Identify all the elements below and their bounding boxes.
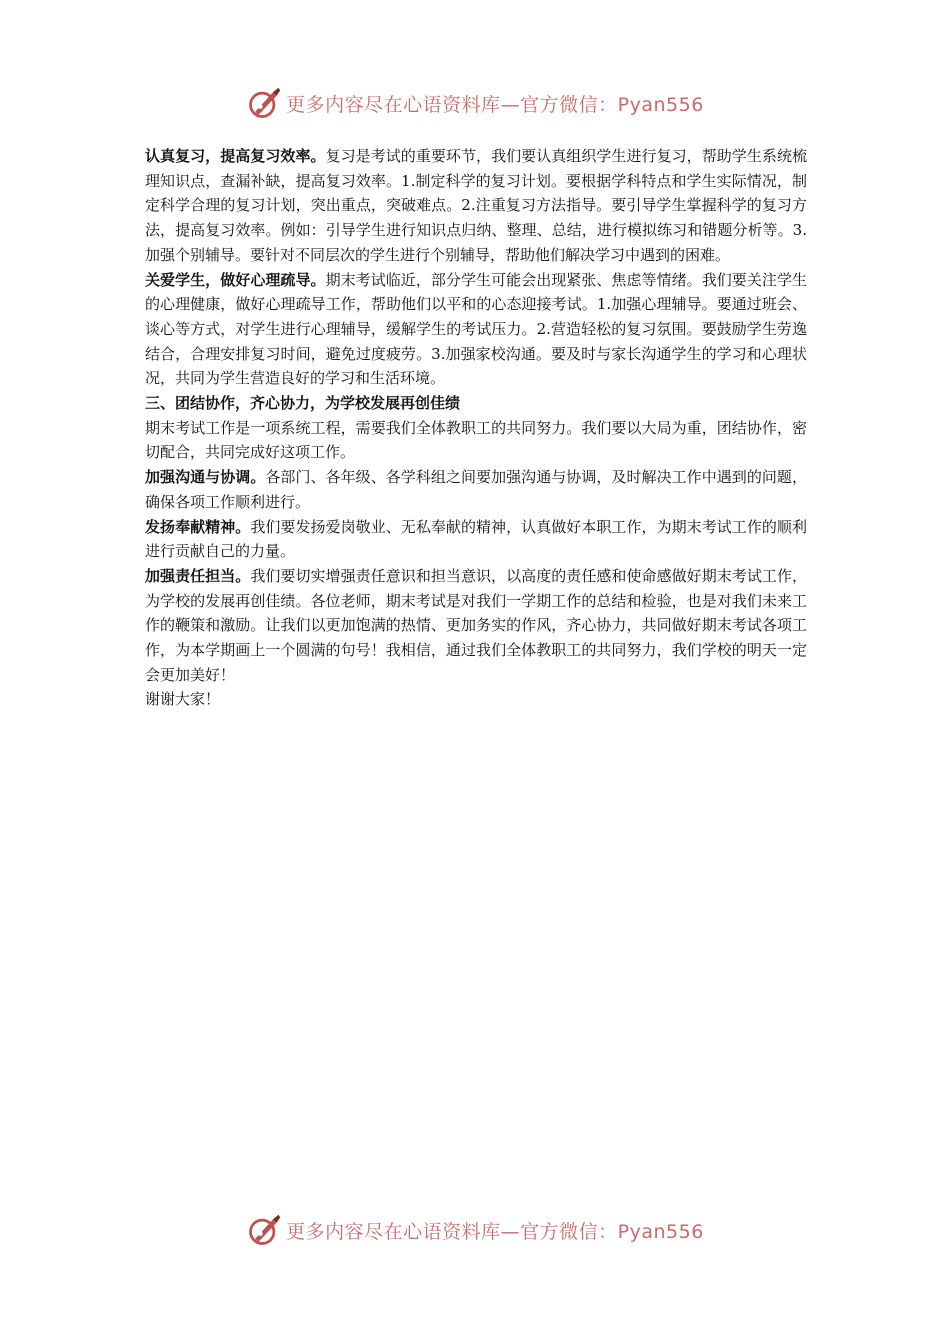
paragraph-text: 我们要切实增强责任意识和担当意识，以高度的责任感和使命感做好期末考试工作，为学校的发展再创佳绩。各位老师，期末考试是对我们一学期工作的总结和检验，也是对我们未来工作的鞭策和激励。让我们以更加饱满的热情、更加务实的作风，齐心协力，共同做好期末考试各项工作，为本学期画上一个圆满的句号！我相信，通过我们全体教职工的共同努力，我们学校的明天一定会更加美好！ <box>145 566 807 684</box>
document-body <box>145 144 807 712</box>
paragraph-teamwork-intro <box>145 416 807 465</box>
watermark-text: 更多内容尽在心语资料库—官方微信：Pyan556 <box>286 1220 704 1243</box>
watermark-text: 更多内容尽在心语资料库—官方微信：Pyan556 <box>286 93 704 116</box>
paragraph-text: 各部门、各年级、各学科组之间要加强沟通与协调，及时解决工作中遇到的问题，确保各项工作顺利进行。 <box>145 468 807 511</box>
paragraph-lead: 加强沟通与协调。 <box>145 468 266 487</box>
header-watermark <box>0 83 950 123</box>
paragraph-lead: 认真复习，提高复习效率。 <box>145 147 326 165</box>
paragraph-lead: 发扬奉献精神。 <box>145 517 251 536</box>
paragraph-care-students <box>145 268 807 392</box>
section-heading: 三、团结协作，齐心协力，为学校发展再创佳绩 <box>145 394 461 413</box>
paragraph-dedication <box>145 515 807 564</box>
paragraph-text: 谢谢大家！ <box>145 690 221 709</box>
paragraph-closing <box>145 687 807 712</box>
paragraph-lead: 关爱学生，做好心理疏导。 <box>145 270 326 289</box>
paragraph-lead: 加强责任担当。 <box>145 566 251 585</box>
paragraph-text: 我们要发扬爱岗敬业、无私奉献的精神，认真做好本职工作，为期末考试工作的顺利进行贡献自己的力量。 <box>145 517 807 561</box>
paragraph-text: 期末考试工作是一项系统工程，需要我们全体教职工的共同努力。我们要以大局为重，团结协作，密切配合，共同完成好这项工作。 <box>145 418 807 462</box>
paragraph-review-efficiency <box>145 144 807 268</box>
paragraph-responsibility <box>145 564 807 688</box>
paragraph-text: 期末考试临近，部分学生可能会出现紧张、焦虑等情绪。我们要关注学生的心理健康，做好心理疏导工作，帮助他们以平和的心态迎接考试。1.加强心理辅导。要通过班会、谈心等方式，对学生进行心理辅导，缓解学生的考试压力。2.营造轻松的复习氛围。要鼓励学生劳逸结合，合理安排复习时间，避免过度疲劳。3.加强家校沟通。要及时与家长沟通学生的学习和心理状况，共同为学生营造良好的学习和生活环境。 <box>145 270 807 388</box>
pen-logo-icon <box>246 85 282 121</box>
pen-logo-icon <box>246 1212 282 1248</box>
paragraph-communication <box>145 465 807 514</box>
footer-watermark <box>0 1210 950 1250</box>
paragraph-text: 复习是考试的重要环节，我们要认真组织学生进行复习，帮助学生系统梳理知识点，查漏补缺，提高复习效率。1.制定科学的复习计划。要根据学科特点和学生实际情况，制定科学合理的复习计划，突出重点，突破难点。2.注重复习方法指导。要引导学生掌握科学的复习方法，提高复习效率。例如：引导学生进行知识点归纳、整理、总结，进行模拟练习和错题分析等。3.加强个别辅导。要针对不同层次的学生进行个别辅导，帮助他们解决学习中遇到的困难。 <box>145 147 807 264</box>
